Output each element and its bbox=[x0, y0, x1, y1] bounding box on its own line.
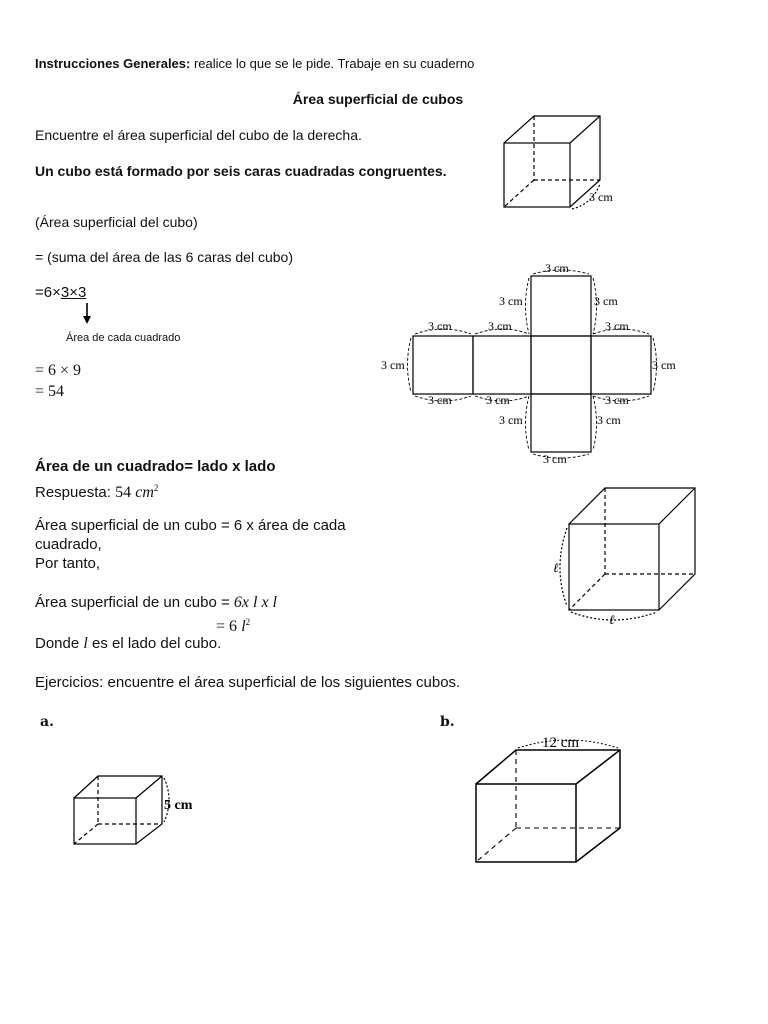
sum-line: = (suma del área de las 6 caras del cubo) bbox=[35, 249, 293, 265]
cube1-label: 3 cm bbox=[589, 190, 613, 204]
net-label-right: 3 cm bbox=[652, 358, 676, 372]
cube-figure-l bbox=[545, 482, 715, 627]
square-heading: Área de un cuadrado= lado x lado bbox=[35, 458, 276, 475]
net-label-upper-4: 3 cm bbox=[605, 319, 629, 333]
cube-a-label: 5 cm bbox=[164, 798, 193, 813]
net-label-bottom-left: 3 cm bbox=[499, 413, 523, 427]
net-label-top-left: 3 cm bbox=[499, 294, 523, 308]
instructions-line bbox=[35, 56, 474, 72]
where-prefix: Donde bbox=[35, 635, 80, 652]
exercise-a-letter: a. bbox=[40, 714, 54, 730]
down-arrow-icon bbox=[79, 301, 99, 327]
arrow-note: Área de cada cuadrado bbox=[66, 332, 181, 344]
where-line bbox=[35, 636, 221, 652]
cube-figure-1 bbox=[500, 112, 630, 212]
net-label-left: 3 cm bbox=[381, 358, 405, 372]
answer-unit: cm bbox=[135, 484, 154, 501]
cube-formula-math: 6x l x l bbox=[233, 594, 277, 611]
area-line: (Área superficial del cubo) bbox=[35, 214, 198, 230]
calc-step2: = 54 bbox=[35, 383, 65, 400]
net-label-lower-1: 3 cm bbox=[428, 393, 452, 407]
net-label-upper-2: 3 cm bbox=[488, 319, 512, 333]
calc-line bbox=[35, 285, 86, 301]
cube-l-label-bottom: ℓ bbox=[609, 612, 615, 627]
cube-formula-eq: = 6 bbox=[216, 618, 238, 635]
page-title: Área superficial de cubos bbox=[292, 91, 464, 107]
cube-formula-l: l bbox=[241, 618, 246, 635]
net-label-top: 3 cm bbox=[545, 261, 569, 275]
cube-b-label: 12 cm bbox=[542, 735, 580, 751]
answer-value: 54 bbox=[115, 484, 132, 501]
instructions-text: realice lo que se le pide. Trabaje en su cuaderno bbox=[193, 56, 475, 71]
calc-prefix: =6× bbox=[35, 284, 61, 301]
net-label-bottom: 3 cm bbox=[543, 452, 567, 466]
answer-line bbox=[35, 480, 158, 501]
cube-figure-a bbox=[66, 772, 226, 852]
cube-net bbox=[378, 258, 698, 468]
find-text: Encuentre el área superficial del cubo de la derecha. bbox=[35, 127, 362, 143]
exercise-b-letter: b. bbox=[440, 714, 455, 730]
net-label-lower-2: 3 cm bbox=[486, 393, 510, 407]
net-label-upper-1: 3 cm bbox=[428, 319, 452, 333]
cube-l-label-side: ℓ bbox=[553, 560, 559, 575]
exercises-heading: Ejercicios: encuentre el área superficial de los siguientes cubos. bbox=[35, 674, 461, 691]
cube-figure-b bbox=[470, 730, 640, 870]
cube-area-line1: Área superficial de un cubo = 6 x área de cada bbox=[35, 517, 346, 534]
cube-formula-text: Área superficial de un cubo = bbox=[35, 594, 230, 611]
calc-step1: = 6 × 9 bbox=[35, 362, 82, 379]
where-suffix: es el lado del cubo. bbox=[92, 635, 222, 652]
answer-prefix: Respuesta: bbox=[35, 484, 111, 501]
instructions-label: Instrucciones Generales: bbox=[35, 56, 191, 71]
net-label-bottom-right: 3 cm bbox=[597, 413, 621, 427]
cube-formula-exp: 2 bbox=[245, 617, 251, 627]
answer-exp: 2 bbox=[153, 483, 159, 493]
where-var: l bbox=[83, 635, 88, 652]
therefore: Por tanto, bbox=[35, 555, 101, 572]
net-label-lower-4: 3 cm bbox=[605, 393, 629, 407]
net-label-top-right: 3 cm bbox=[594, 294, 618, 308]
cube-formula-line bbox=[35, 595, 277, 611]
cube-formula-result bbox=[216, 614, 250, 635]
cube-area-line2: cuadrado, bbox=[35, 536, 102, 553]
bold-statement: Un cubo está formado por seis caras cuadradas congruentes. bbox=[35, 163, 447, 179]
calc-underlined: 3×3 bbox=[60, 284, 87, 301]
